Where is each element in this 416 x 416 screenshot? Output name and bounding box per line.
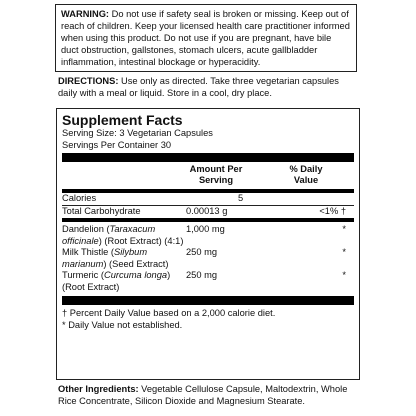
row-dv: [302, 193, 354, 205]
ingredient-name: Turmeric (Curcuma longa) (Root Extract): [62, 270, 171, 292]
col-dv-header: [266, 164, 346, 186]
other-ingredients-label: Other Ingredients:: [58, 384, 139, 394]
facts-row-carbohydrate: [62, 206, 354, 218]
footnote-not-established: * Daily Value not established.: [62, 319, 183, 330]
ingredient-dv: *: [342, 247, 346, 257]
supplement-facts-panel: [56, 108, 360, 380]
ingredient-amount: 1,000 mg: [186, 224, 225, 234]
footnotes: [62, 305, 354, 331]
row-dv: <1% †: [319, 205, 346, 216]
ingredient-amount: 250 mg: [186, 270, 218, 280]
servings-per-container: Servings Per Container 30: [62, 139, 172, 150]
col-dv-line2: Value: [293, 175, 319, 185]
footnote-dv: † Percent Daily Value based on a 2,000 calorie diet.: [62, 308, 276, 318]
column-headers: [62, 162, 354, 189]
row-amount: 5: [238, 193, 244, 203]
ingredient-name: Dandelion (Taraxacum officinale) (Root Extract) (4:1): [62, 224, 184, 246]
warning-box: [55, 4, 357, 72]
thick-divider: [62, 153, 354, 162]
facts-row-calories: [62, 193, 354, 205]
facts-title: Supplement Facts: [62, 112, 183, 128]
ingredient-name: Milk Thistle (Silybum marianum) (Seed Extract): [62, 247, 169, 269]
section-divider: [62, 218, 354, 222]
ingredient-dv: *: [342, 270, 346, 280]
row-name: Total Carbohydrate: [62, 205, 141, 216]
col-amount-header: [166, 164, 266, 186]
ingredient-dv: *: [342, 224, 346, 234]
serving-size: Serving Size: 3 Vegetarian Capsules: [62, 128, 213, 138]
directions-text: Use only as directed. Take three vegetarian capsules daily with a meal or liquid. Store in a cool, dry place.: [58, 76, 339, 98]
bottom-divider: [62, 296, 354, 305]
warning-text: Do not use if safety seal is broken or missing. Keep out of reach of children. Keep your licensed health care practitioner informed when using this product. Do not use if you are pregnant, have bile duct obstruction, gallstones, stomach ulcers, acute gallbladder inflammation, intestinal blockage or hyperacidity.: [61, 9, 350, 67]
ingredient-row: [62, 224, 354, 247]
ingredient-row: [62, 270, 354, 293]
col-amount-line2: Serving: [198, 175, 234, 185]
warning-label: WARNING:: [61, 9, 110, 19]
row-amount: 0.00013 g: [186, 205, 228, 216]
row-name: Calories: [62, 193, 97, 203]
ingredient-row: [62, 247, 354, 270]
ingredient-amount: 250 mg: [186, 247, 218, 257]
col-name-spacer: [62, 164, 166, 186]
other-ingredients-text: Vegetable Cellulose Capsule, Maltodextrin, Whole Rice Concentrate, Silicon Dioxide and Magnesium Stearate.: [58, 384, 348, 406]
other-ingredients: [58, 383, 362, 407]
directions-label: DIRECTIONS:: [58, 76, 119, 86]
directions: [58, 75, 358, 99]
col-dv-line1: % Daily: [289, 164, 323, 174]
col-amount-line1: Amount Per: [189, 164, 243, 174]
